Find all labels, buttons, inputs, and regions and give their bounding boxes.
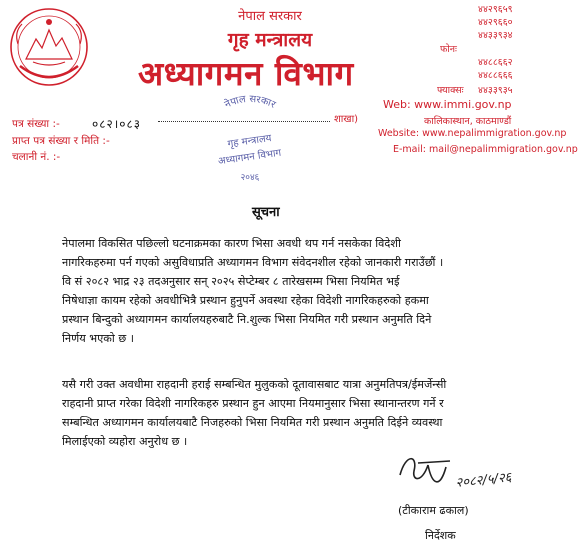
- dispatch-label: चलानी नं. :-: [12, 151, 61, 163]
- notice-paragraph-1: [62, 234, 443, 348]
- reference-label: पत्र संख्या :-: [12, 118, 60, 130]
- paragraph-line: प्रस्थान बिन्दुको अध्यागमन कार्यालयहरुबाटै नि.शुल्क भिसा नियमित गरी प्रस्थान अनुमति दिने: [62, 313, 432, 326]
- ministry-name: गृह मन्त्रालय: [227, 29, 313, 51]
- nepal-emblem-icon: [6, 4, 92, 90]
- phone-number: ४४२९६५९: [478, 4, 513, 15]
- paragraph-line: मिलाईएको व्यहोरा अनुरोध छ ।: [62, 435, 188, 448]
- office-address: कालिकास्थान, काठमाण्डौं: [424, 116, 512, 127]
- department-stamp: [190, 92, 310, 192]
- web-address: Web: www.immi.gov.np: [383, 98, 512, 111]
- paragraph-line: वि सं २०८२ भाद्र २३ तदअनुसार सन् २०२५ सेप्टेम्बर ८ तारेखसम्म भिसा नियमित भई: [62, 275, 400, 288]
- paragraph-line: यसै गरी उक्त अवधीमा राहदानी हराई सम्बन्धित मुलुकको दूतावासबाट यात्रा अनुमतिपत्र/ईमर्जेन्सी: [62, 378, 447, 391]
- stamp-line2: गृह मन्त्रालय: [227, 133, 273, 151]
- fax-number: ४४३३९३५: [478, 85, 513, 96]
- phone-number: ४४८८६६२: [478, 57, 513, 68]
- government-name: नेपाल सरकार: [238, 9, 302, 24]
- department-name: अध्यागमन विभाग: [138, 54, 354, 93]
- handwritten-signature: [388, 445, 536, 505]
- stamp-line3: अध्यागमन विभाग: [217, 147, 282, 168]
- paragraph-line: निषेधाज्ञा कायम रहेको अवधीभित्रै प्रस्थान हुनुपर्ने अवस्था रहेका विदेशी नागरिकहरुको हकमा: [62, 294, 429, 307]
- email-address: E-mail: mail@nepalimmigration.gov.np: [393, 144, 578, 155]
- paragraph-line: राहदानी प्राप्त गरेका विदेशी नागरिकहरु प्रस्थान हुन आएमा नियमानुसार भिसा स्थानान्तरण गर्ने र: [62, 397, 444, 410]
- stamp-line1: नेपाल सरकार: [222, 93, 278, 111]
- paragraph-line: नागरिकहरुमा पर्न गएको असुविधाप्रति अध्यागमन विभाग संवेदनशील रहेको जानकारी गराउँछौं ।: [62, 256, 444, 269]
- website-address: Website: www.nepalimmigration.gov.np: [378, 128, 567, 139]
- phone-number: ४४३३९३४: [478, 30, 513, 41]
- paragraph-line: सम्बन्धित अध्यागमन कार्यालयबाटै निजहरुको भिसा नियमित गरी प्रस्थान अनुमति दिईने व्यवस्था: [62, 416, 443, 429]
- paragraph-line: नेपालमा विकसित पछिल्लो घटनाक्रमका कारण भिसा अवधी थप गर्न नसकेका विदेशी: [62, 237, 401, 250]
- notice-title: सूचना: [252, 205, 280, 220]
- signer-designation: निर्देशक: [425, 529, 456, 542]
- paragraph-line: निर्णय भएको छ ।: [62, 332, 134, 345]
- handwritten-date: २०८२/५/२६: [454, 470, 513, 491]
- phone-number: ४४२९६६०: [478, 17, 513, 28]
- fax-label: फ्याक्सः: [437, 85, 464, 96]
- stamp-year: २०४६: [240, 173, 260, 183]
- phone-label: फोनः: [440, 44, 457, 55]
- notice-paragraph-2: [62, 375, 446, 451]
- received-label: प्राप्त पत्र संख्या र मिति :-: [12, 135, 110, 147]
- phone-number: ४४८८६६६: [478, 70, 513, 81]
- signer-name: (टीकाराम ढकाल): [398, 504, 469, 517]
- section-label: शाखा): [334, 114, 359, 125]
- reference-number: ०८२।०८३: [92, 117, 141, 131]
- svg-text:नेपाल सरकार: [223, 94, 278, 111]
